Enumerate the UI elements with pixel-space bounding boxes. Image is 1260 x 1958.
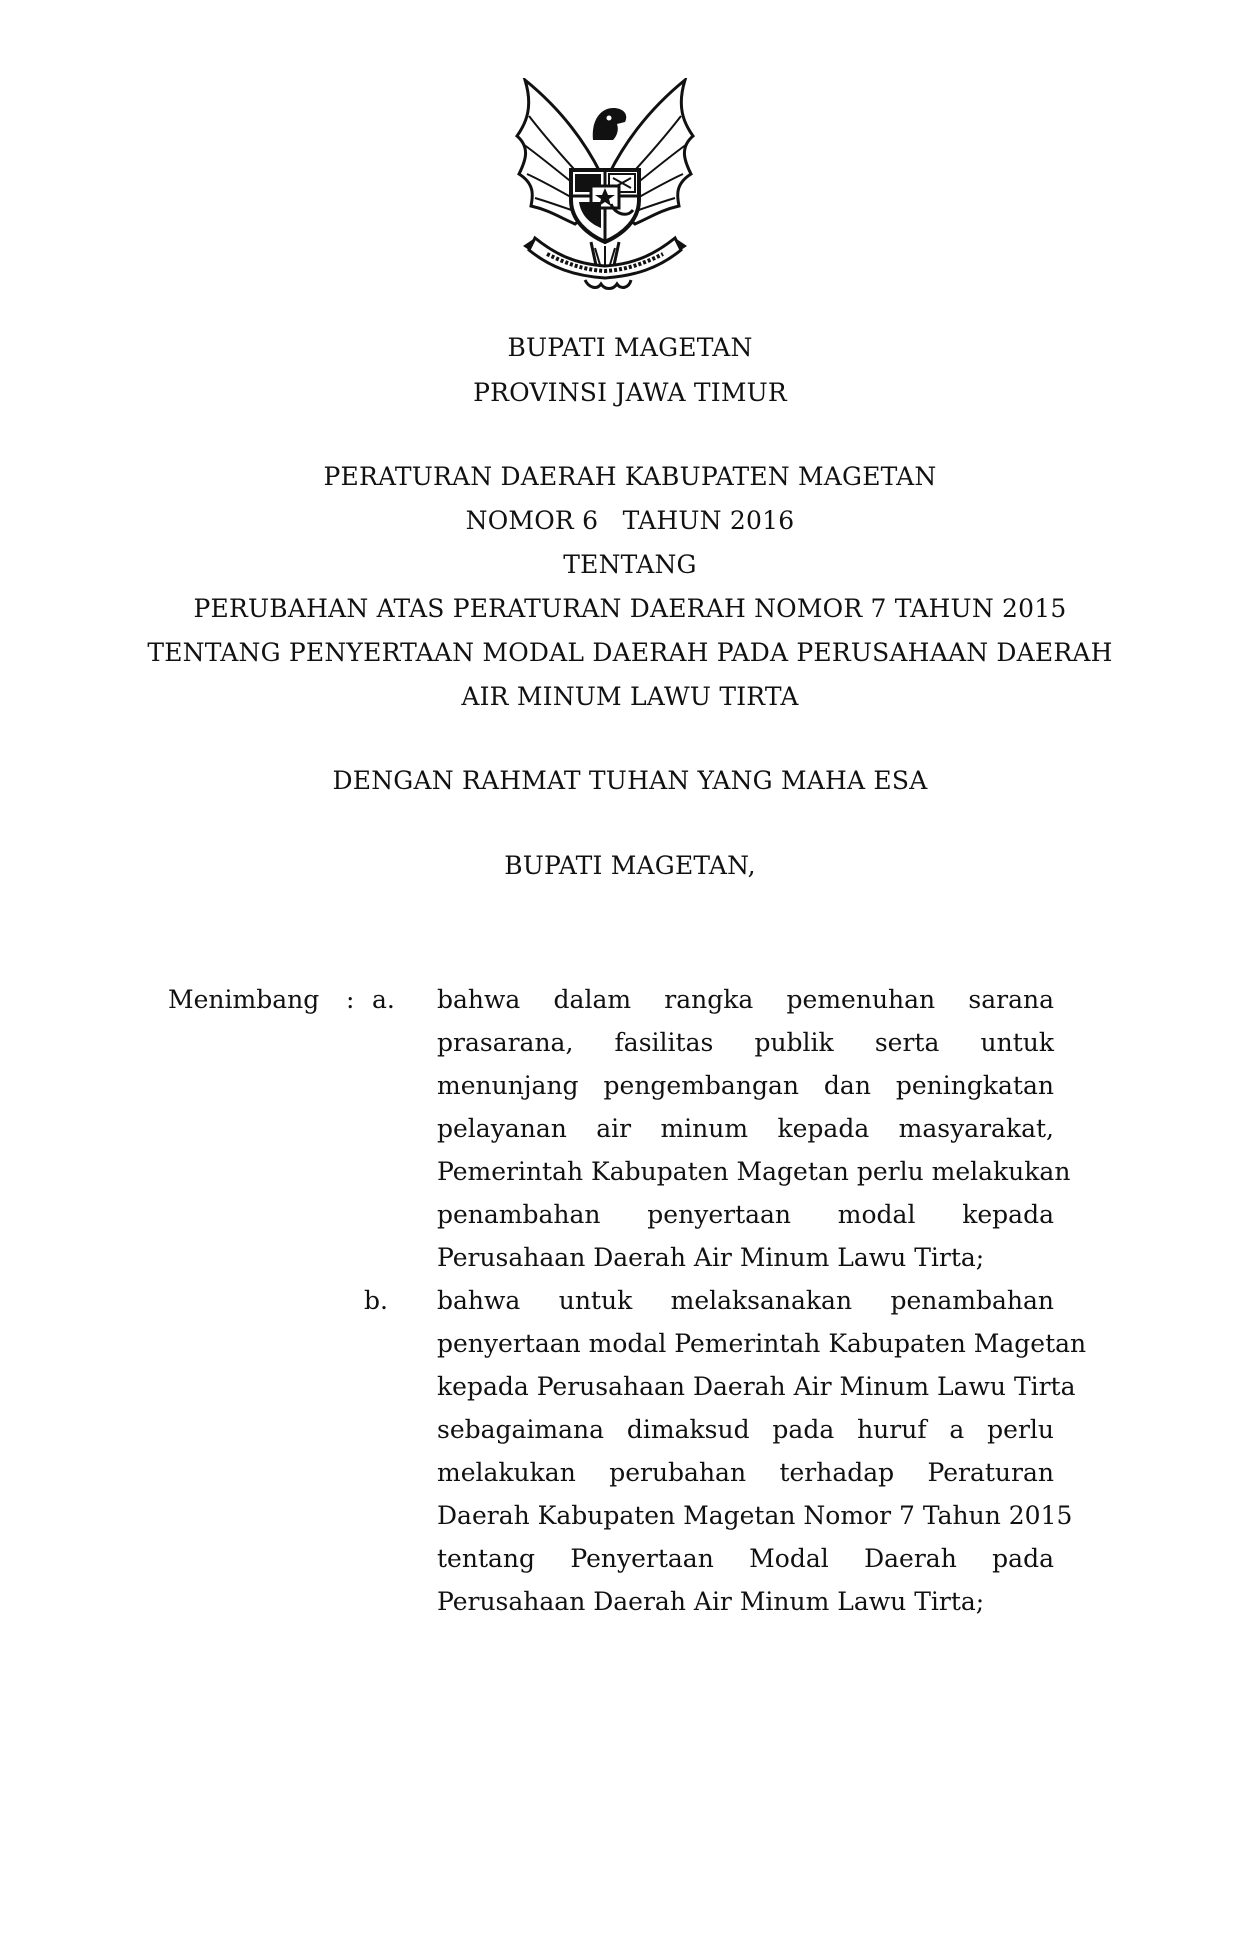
regulation-number: NOMOR 6 TAHUN 2016	[465, 506, 795, 535]
garuda-pancasila-emblem-icon	[505, 78, 705, 293]
considering-item-b-line: Perusahaan Daerah Air Minum Lawu Tirta;	[437, 1587, 985, 1616]
considering-item-marker-a: a.	[372, 985, 395, 1014]
preamble-blessing: DENGAN RAHMAT TUHAN YANG MAHA ESA	[332, 766, 928, 795]
considering-item-a	[437, 985, 1071, 1286]
regulation-subject-line-3: AIR MINUM LAWU TIRTA	[461, 682, 799, 711]
considering-item-a-line: prasarana, fasilitas publik serta untuk	[437, 1028, 1054, 1057]
regulation-subject-line-1: PERUBAHAN ATAS PERATURAN DAERAH NOMOR 7 TAHUN 2015	[193, 594, 1067, 623]
issuer-province: PROVINSI JAWA TIMUR	[473, 378, 787, 407]
considering-label: Menimbang	[168, 985, 320, 1014]
considering-item-a-line: Pemerintah Kabupaten Magetan perlu melakukan	[437, 1157, 1071, 1186]
considering-colon: :	[346, 985, 355, 1014]
considering-item-b-line: sebagaimana dimaksud pada huruf a perlu	[437, 1415, 1054, 1444]
regulation-subject-line-2: TENTANG PENYERTAAN MODAL DAERAH PADA PERUSAHAAN DAERAH	[147, 638, 1113, 667]
considering-item-b	[437, 1286, 1087, 1630]
considering-item-b-line: kepada Perusahaan Daerah Air Minum Lawu Tirta	[437, 1372, 1076, 1401]
considering-item-a-line: pelayanan air minum kepada masyarakat,	[437, 1114, 1054, 1143]
considering-item-b-line: bahwa untuk melaksanakan penambahan	[437, 1286, 1054, 1315]
considering-item-b-line: Daerah Kabupaten Magetan Nomor 7 Tahun 2015	[437, 1501, 1073, 1530]
considering-item-a-line: Perusahaan Daerah Air Minum Lawu Tirta;	[437, 1243, 985, 1272]
regulation-about-label: TENTANG	[563, 550, 697, 579]
regulation-title: PERATURAN DAERAH KABUPATEN MAGETAN	[323, 462, 937, 491]
considering-item-b-line: melakukan perubahan terhadap Peraturan	[437, 1458, 1054, 1487]
considering-item-a-line: penambahan penyertaan modal kepada	[437, 1200, 1054, 1229]
considering-item-b-line: tentang Penyertaan Modal Daerah pada	[437, 1544, 1054, 1573]
enacting-authority: BUPATI MAGETAN,	[504, 851, 756, 880]
considering-item-b-line: penyertaan modal Pemerintah Kabupaten Magetan	[437, 1329, 1087, 1358]
considering-item-marker-b: b.	[364, 1286, 388, 1315]
issuer-title: BUPATI MAGETAN	[507, 333, 753, 362]
considering-item-a-line: menunjang pengembangan dan peningkatan	[437, 1071, 1054, 1100]
considering-item-a-line: bahwa dalam rangka pemenuhan sarana	[437, 985, 1054, 1014]
